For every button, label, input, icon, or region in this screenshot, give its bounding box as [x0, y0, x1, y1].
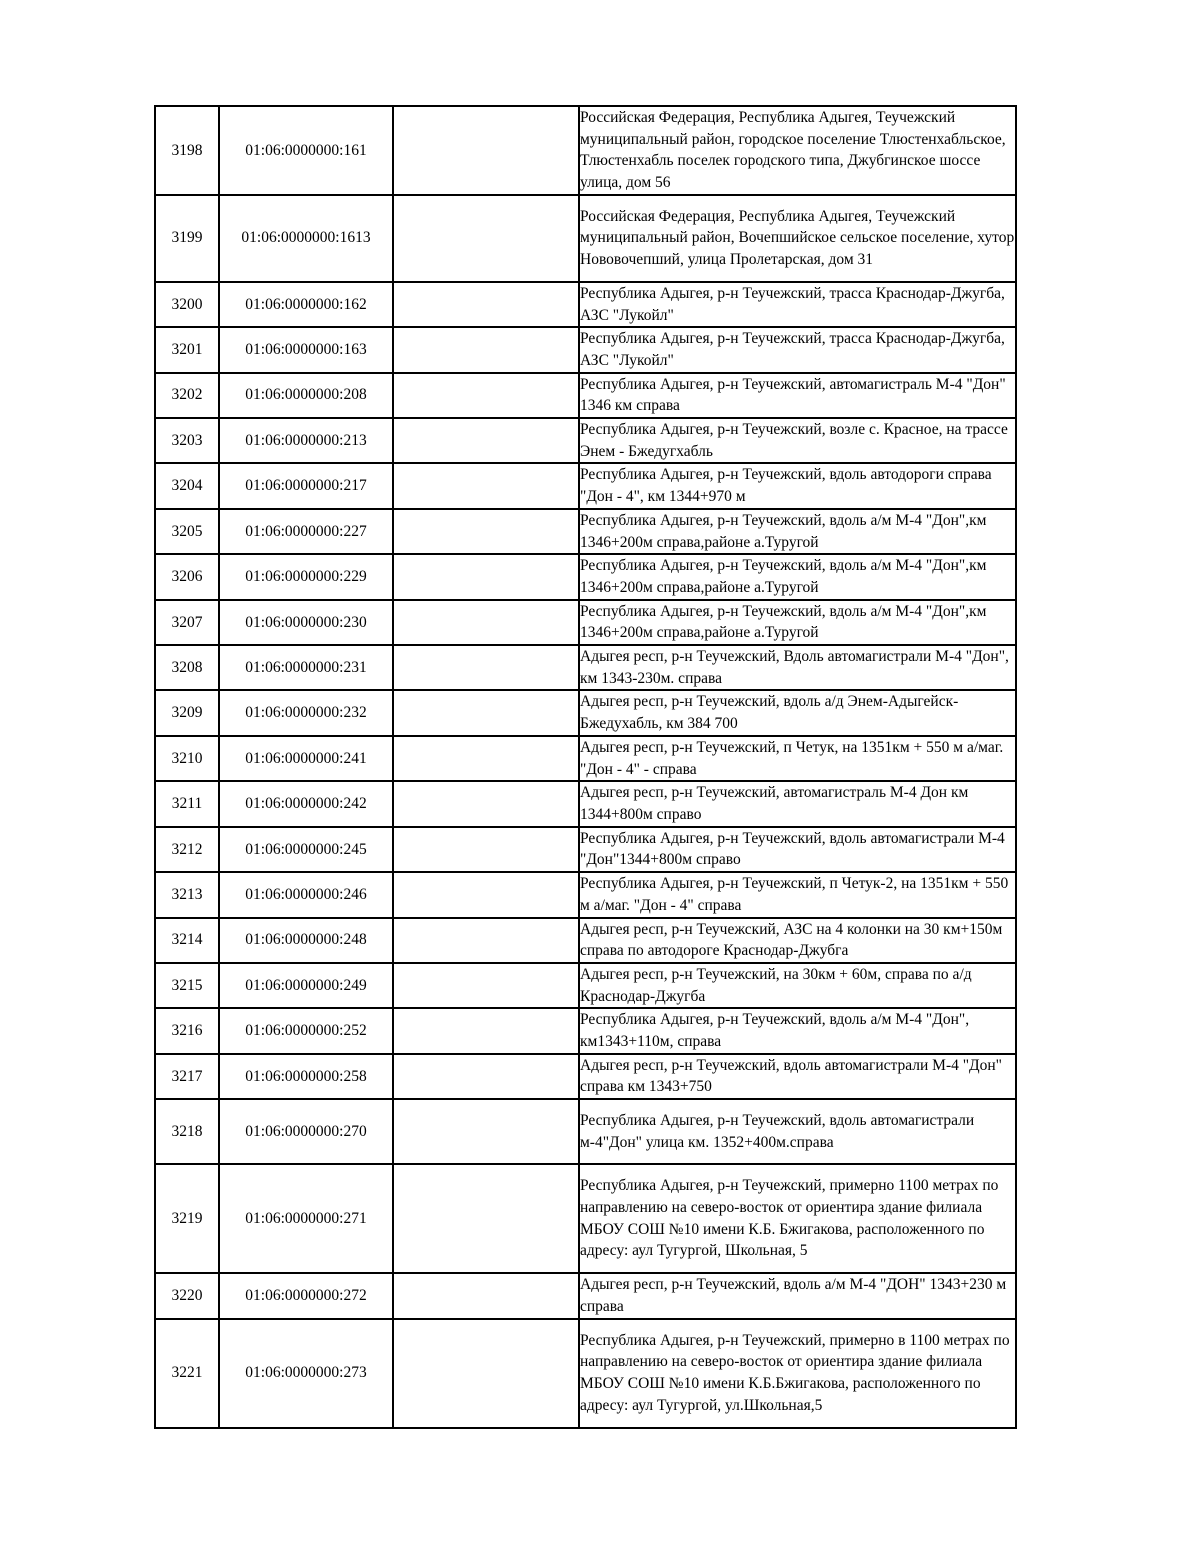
address-cell: Адыгея респ, р-н Теучежский, вдоль автомагистрали М-4 "Дон" справа км 1343+750	[579, 1054, 1016, 1099]
address-cell: Республика Адыгея, р-н Теучежский, вдоль а/м М-4 "Дон",км 1346+200м справа,районе а.Туругой	[579, 509, 1016, 554]
address-cell: Российская Федерация, Республика Адыгея, Теучежский муниципальный район, городское поселение Тлюстенхабльское, Тлюстенхабль поселек городского типа, Джубгинское шоссе улица, дом 56	[579, 106, 1016, 195]
table-row	[155, 1164, 1016, 1273]
empty-cell	[393, 1008, 579, 1053]
table-row	[155, 1319, 1016, 1428]
table-row	[155, 1273, 1016, 1318]
cadastral-number: 01:06:0000000:162	[219, 282, 393, 327]
row-number: 3212	[155, 827, 219, 872]
address-cell: Республика Адыгея, р-н Теучежский, п Четук-2, на 1351км + 550 м а/маг. "Дон - 4" справа	[579, 872, 1016, 917]
address-cell: Адыгея респ, р-н Теучежский, п Четук, на 1351км + 550 м а/маг. "Дон - 4" - справа	[579, 736, 1016, 781]
registry-table	[154, 105, 1017, 1429]
empty-cell	[393, 781, 579, 826]
address-cell: Адыгея респ, р-н Теучежский, на 30км + 60м, справа по а/д Краснодар-Джугба	[579, 963, 1016, 1008]
table-row	[155, 645, 1016, 690]
cadastral-number: 01:06:0000000:1613	[219, 195, 393, 282]
cadastral-number: 01:06:0000000:213	[219, 418, 393, 463]
cadastral-number: 01:06:0000000:249	[219, 963, 393, 1008]
row-number: 3210	[155, 736, 219, 781]
address-cell: Адыгея респ, р-н Теучежский, Вдоль автомагистрали М-4 "Дон", км 1343-230м. справа	[579, 645, 1016, 690]
cadastral-number: 01:06:0000000:232	[219, 690, 393, 735]
address-cell: Адыгея респ, р-н Теучежский, АЗС на 4 колонки на 30 км+150м справа по автодороге Краснодар-Джубга	[579, 918, 1016, 963]
cadastral-number: 01:06:0000000:248	[219, 918, 393, 963]
address-cell: Республика Адыгея, р-н Теучежский, трасса Краснодар-Джугба, АЗС "Лукойл"	[579, 282, 1016, 327]
cadastral-number: 01:06:0000000:258	[219, 1054, 393, 1099]
table-row	[155, 463, 1016, 508]
table-row	[155, 1008, 1016, 1053]
cadastral-number: 01:06:0000000:208	[219, 373, 393, 418]
table-row	[155, 872, 1016, 917]
empty-cell	[393, 418, 579, 463]
cadastral-number: 01:06:0000000:241	[219, 736, 393, 781]
table-row	[155, 554, 1016, 599]
empty-cell	[393, 1164, 579, 1273]
cadastral-number: 01:06:0000000:270	[219, 1099, 393, 1164]
address-cell: Республика Адыгея, р-н Теучежский, автомагистраль М-4 "Дон" 1346 км справа	[579, 373, 1016, 418]
cadastral-number: 01:06:0000000:242	[219, 781, 393, 826]
row-number: 3219	[155, 1164, 219, 1273]
row-number: 3203	[155, 418, 219, 463]
cadastral-number: 01:06:0000000:217	[219, 463, 393, 508]
row-number: 3211	[155, 781, 219, 826]
address-cell: Республика Адыгея, р-н Теучежский, вдоль автомагистрали М-4 "Дон"1344+800м справо	[579, 827, 1016, 872]
table-row	[155, 963, 1016, 1008]
cadastral-number: 01:06:0000000:273	[219, 1319, 393, 1428]
row-number: 3205	[155, 509, 219, 554]
table-row	[155, 327, 1016, 372]
table-row	[155, 736, 1016, 781]
row-number: 3202	[155, 373, 219, 418]
table-row	[155, 509, 1016, 554]
empty-cell	[393, 463, 579, 508]
row-number: 3201	[155, 327, 219, 372]
empty-cell	[393, 327, 579, 372]
address-cell: Республика Адыгея, р-н Теучежский, вдоль а/м М-4 "Дон",км 1346+200м справа,районе а.Туругой	[579, 600, 1016, 645]
address-cell: Республика Адыгея, р-н Теучежский, примерно 1100 метрах по направлению на северо-восток от ориентира здание филиала МБОУ СОШ №10 имени К.Б. Бжигакова, расположенного по адресу: аул Тугургой, Школьная, 5	[579, 1164, 1016, 1273]
table-row	[155, 918, 1016, 963]
row-number: 3220	[155, 1273, 219, 1318]
row-number: 3198	[155, 106, 219, 195]
table-row	[155, 373, 1016, 418]
table-row	[155, 106, 1016, 195]
cadastral-number: 01:06:0000000:272	[219, 1273, 393, 1318]
table-row	[155, 282, 1016, 327]
table-row	[155, 1054, 1016, 1099]
row-number: 3213	[155, 872, 219, 917]
address-cell: Республика Адыгея, р-н Теучежский, вдоль а/м М-4 "Дон", км1343+110м, справа	[579, 1008, 1016, 1053]
empty-cell	[393, 645, 579, 690]
empty-cell	[393, 736, 579, 781]
cadastral-number: 01:06:0000000:246	[219, 872, 393, 917]
empty-cell	[393, 1054, 579, 1099]
empty-cell	[393, 282, 579, 327]
empty-cell	[393, 554, 579, 599]
empty-cell	[393, 827, 579, 872]
empty-cell	[393, 600, 579, 645]
empty-cell	[393, 872, 579, 917]
row-number: 3206	[155, 554, 219, 599]
address-cell: Адыгея респ, р-н Теучежский, автомагистраль М-4 Дон км 1344+800м справо	[579, 781, 1016, 826]
cadastral-number: 01:06:0000000:163	[219, 327, 393, 372]
table-row	[155, 781, 1016, 826]
table-row	[155, 1099, 1016, 1164]
address-cell: Республика Адыгея, р-н Теучежский, вдоль автодороги справа "Дон - 4", км 1344+970 м	[579, 463, 1016, 508]
row-number: 3200	[155, 282, 219, 327]
table-row	[155, 827, 1016, 872]
empty-cell	[393, 1099, 579, 1164]
empty-cell	[393, 195, 579, 282]
address-cell: Республика Адыгея, р-н Теучежский, примерно в 1100 метрах по направлению на северо-восток от ориентира здание филиала МБОУ СОШ №10 имени К.Б.Бжигакова, расположенного по адресу: аул Тугургой, ул.Школьная,5	[579, 1319, 1016, 1428]
row-number: 3207	[155, 600, 219, 645]
empty-cell	[393, 963, 579, 1008]
empty-cell	[393, 509, 579, 554]
cadastral-number: 01:06:0000000:229	[219, 554, 393, 599]
empty-cell	[393, 373, 579, 418]
address-cell: Республика Адыгея, р-н Теучежский, возле с. Красное, на трассе Энем - Бжедугхабль	[579, 418, 1016, 463]
row-number: 3217	[155, 1054, 219, 1099]
cadastral-number: 01:06:0000000:230	[219, 600, 393, 645]
cadastral-number: 01:06:0000000:271	[219, 1164, 393, 1273]
empty-cell	[393, 1273, 579, 1318]
address-cell: Адыгея респ, р-н Теучежский, вдоль а/д Энем-Адыгейск-Бжедухабль, км 384 700	[579, 690, 1016, 735]
table-row	[155, 418, 1016, 463]
address-cell: Республика Адыгея, р-н Теучежский, трасса Краснодар-Джугба, АЗС "Лукойл"	[579, 327, 1016, 372]
row-number: 3214	[155, 918, 219, 963]
cadastral-number: 01:06:0000000:161	[219, 106, 393, 195]
empty-cell	[393, 690, 579, 735]
row-number: 3215	[155, 963, 219, 1008]
address-cell: Адыгея респ, р-н Теучежский, вдоль а/м М-4 "ДОН" 1343+230 м справа	[579, 1273, 1016, 1318]
table-row	[155, 195, 1016, 282]
table-row	[155, 600, 1016, 645]
row-number: 3199	[155, 195, 219, 282]
row-number: 3208	[155, 645, 219, 690]
empty-cell	[393, 918, 579, 963]
cadastral-number: 01:06:0000000:245	[219, 827, 393, 872]
empty-cell	[393, 1319, 579, 1428]
cadastral-number: 01:06:0000000:227	[219, 509, 393, 554]
row-number: 3209	[155, 690, 219, 735]
empty-cell	[393, 106, 579, 195]
row-number: 3218	[155, 1099, 219, 1164]
address-cell: Республика Адыгея, р-н Теучежский, вдоль автомагистрали м-4"Дон" улица км. 1352+400м.справа	[579, 1099, 1016, 1164]
row-number: 3204	[155, 463, 219, 508]
address-cell: Российская Федерация, Республика Адыгея, Теучежский муниципальный район, Вочепшийское сельское поселение, хутор Нововочепший, улица Пролетарская, дом 31	[579, 195, 1016, 282]
address-cell: Республика Адыгея, р-н Теучежский, вдоль а/м М-4 "Дон",км 1346+200м справа,районе а.Туругой	[579, 554, 1016, 599]
row-number: 3221	[155, 1319, 219, 1428]
row-number: 3216	[155, 1008, 219, 1053]
table-row	[155, 690, 1016, 735]
cadastral-number: 01:06:0000000:231	[219, 645, 393, 690]
cadastral-number: 01:06:0000000:252	[219, 1008, 393, 1053]
